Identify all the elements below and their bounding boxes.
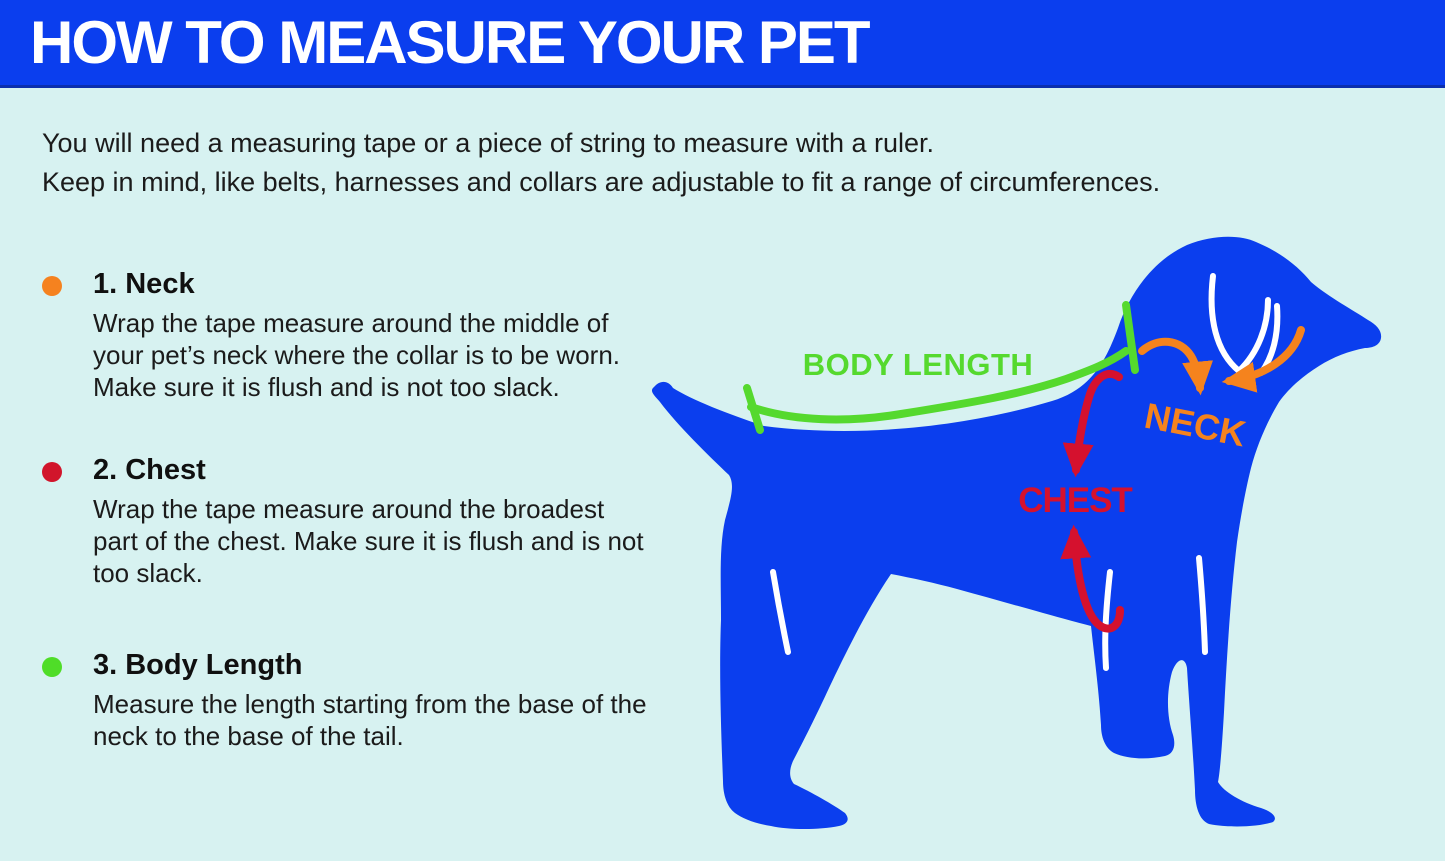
- step-chest: [42, 454, 644, 589]
- dog-silhouette: [652, 237, 1381, 829]
- step-body-length: [42, 649, 647, 752]
- step-neck-text: your pet’s neck where the collar is to be worn.: [93, 340, 621, 370]
- intro-text: [42, 124, 1160, 202]
- step-chest-text: part of the chest. Make sure it is flush and is not: [93, 526, 644, 556]
- step-chest-title: 2. Chest: [93, 454, 206, 486]
- step-neck-text: Wrap the tape measure around the middle of: [93, 308, 609, 338]
- intro-line-1: You will need a measuring tape or a piece of string to measure with a ruler.: [42, 128, 935, 158]
- step-body-length-title: 3. Body Length: [93, 649, 303, 681]
- step-chest-text: too slack.: [93, 558, 203, 588]
- neck-label: NECK: [1141, 394, 1250, 455]
- step-neck: [42, 268, 620, 403]
- chest-bullet-dot: [42, 462, 62, 482]
- step-neck-text: Make sure it is flush and is not too slack.: [93, 372, 560, 402]
- page-title: HOW TO MEASURE YOUR PET: [30, 9, 869, 76]
- neck-bullet-dot: [42, 276, 62, 296]
- step-chest-text: Wrap the tape measure around the broadest: [93, 494, 605, 524]
- step-neck-title: 1. Neck: [93, 268, 195, 300]
- step-body-length-text: neck to the base of the tail.: [93, 721, 404, 751]
- measurement-diagram: [640, 230, 1445, 856]
- body-length-bullet-dot: [42, 657, 62, 677]
- dog-diagram-svg: [640, 230, 1445, 856]
- step-body-length-text: Measure the length starting from the base of the: [93, 689, 647, 719]
- title-bar: [0, 0, 1445, 88]
- body-length-label: BODY LENGTH: [802, 347, 1034, 382]
- intro-line-2: Keep in mind, like belts, harnesses and collars are adjustable to fit a range of circumferences.: [42, 167, 1161, 197]
- chest-label: CHEST: [1018, 481, 1132, 520]
